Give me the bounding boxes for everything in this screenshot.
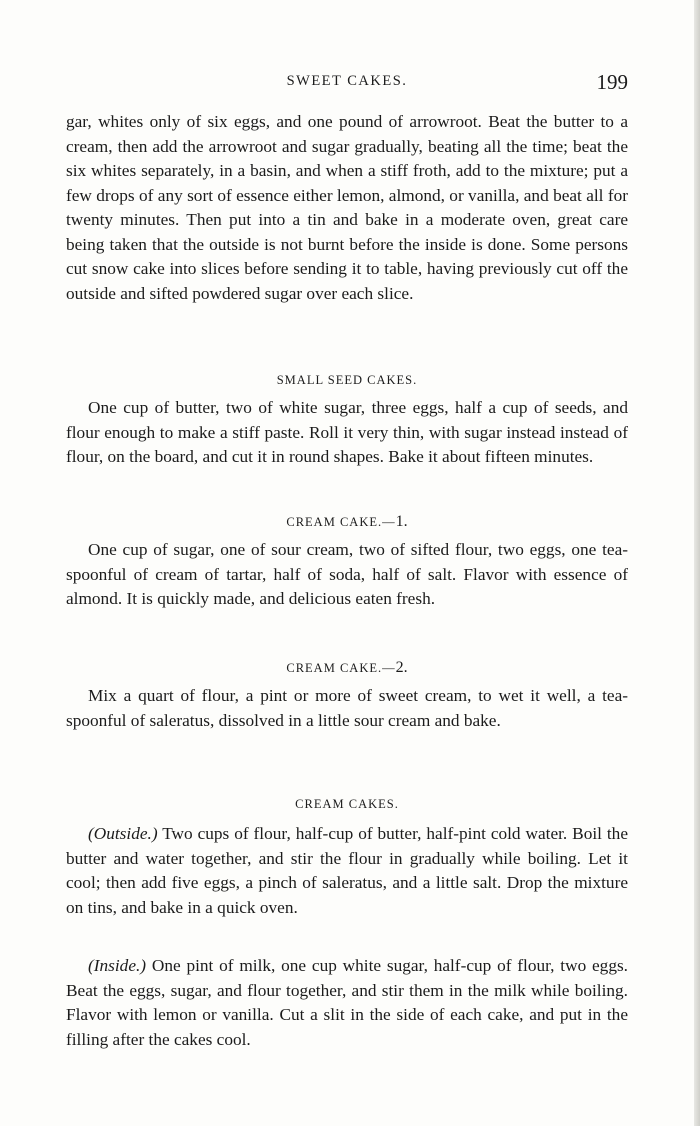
cream-cakes-outside-recipe	[66, 822, 628, 954]
inside-text: One pint of milk, one cup white sugar, half-cup of flour, two eggs. Beat the eggs, sugar, and flour together, and stir them in the milk while boiling. Flavor with lemon or vanilla. Cut a slit in the side of each cake, and put in the filling after the cakes cool.	[66, 956, 628, 1049]
snow-cake-continuation: gar, whites only of six eggs, and one pound of arrowroot. Beat the butter to a cream, then add the arrowroot and sugar gradually, beating all the time; beat the six whites separately, in a basin, and when a stiff froth, add to the mixture; put a few drops of any sort of essence either lemon, almond, or vanilla, and beat all for twenty minutes. Then put into a tin and bake in a moderate oven, great care being taken that the outside is not burnt before the inside is done. Some persons cut snow cake into slices before sending it to table, having previously cut off the outside and sifted powdered sugar over each slice.	[66, 112, 628, 303]
cream-cake-1-heading-text: CREAM CAKE.—	[286, 515, 396, 529]
small-seed-cakes-recipe: One cup of butter, two of white sugar, three eggs, half a cup of seeds, and flour enough to make a stiff paste. Roll it very thin, with sugar instead instead of flour, on the board, and cut it in round shapes. Bake it about fifteen minutes.	[66, 398, 628, 466]
cream-cake-1-heading	[66, 512, 628, 538]
running-head-title: SWEET CAKES.	[286, 73, 408, 89]
running-head	[66, 70, 628, 96]
outside-text: Two cups of flour, half-cup of butter, half-pint cold water. Boil the butter and water together, and stir the flour in gradually while boiling. Let it cool; then add five eggs, a pinch of saleratus, and a little salt. Drop the mixture on tins, and bake in a quick oven.	[66, 824, 628, 917]
inside-label: (Inside.)	[88, 956, 147, 975]
cream-cake-1-heading-number: 1.	[395, 513, 408, 530]
cream-cake-2-heading-number: 2.	[395, 659, 408, 676]
outside-label: (Outside.)	[88, 824, 158, 843]
small-seed-cakes-heading: SMALL SEED CAKES.	[276, 373, 418, 387]
cream-cakes-heading: CREAM CAKES.	[295, 797, 399, 811]
cream-cake-2-recipe: Mix a quart of flour, a pint or more of sweet cream, to wet it well, a tea-spoonful of saleratus, dissolved in a little sour cream and bake.	[66, 686, 628, 730]
cream-cake-2-heading-text: CREAM CAKE.—	[286, 661, 396, 675]
cream-cake-1-recipe: One cup of sugar, one of sour cream, two of sifted flour, two eggs, one tea-spoonful of cream of tartar, half of soda, half of salt. Flavor with essence of almond. It is quickly made, and delicious eaten fresh.	[66, 540, 628, 608]
cream-cake-2-heading	[66, 658, 628, 684]
page-body	[66, 110, 628, 1052]
cream-cakes-inside-recipe	[66, 954, 628, 1052]
page-edge	[694, 0, 700, 1126]
page-number: 199	[596, 70, 628, 94]
